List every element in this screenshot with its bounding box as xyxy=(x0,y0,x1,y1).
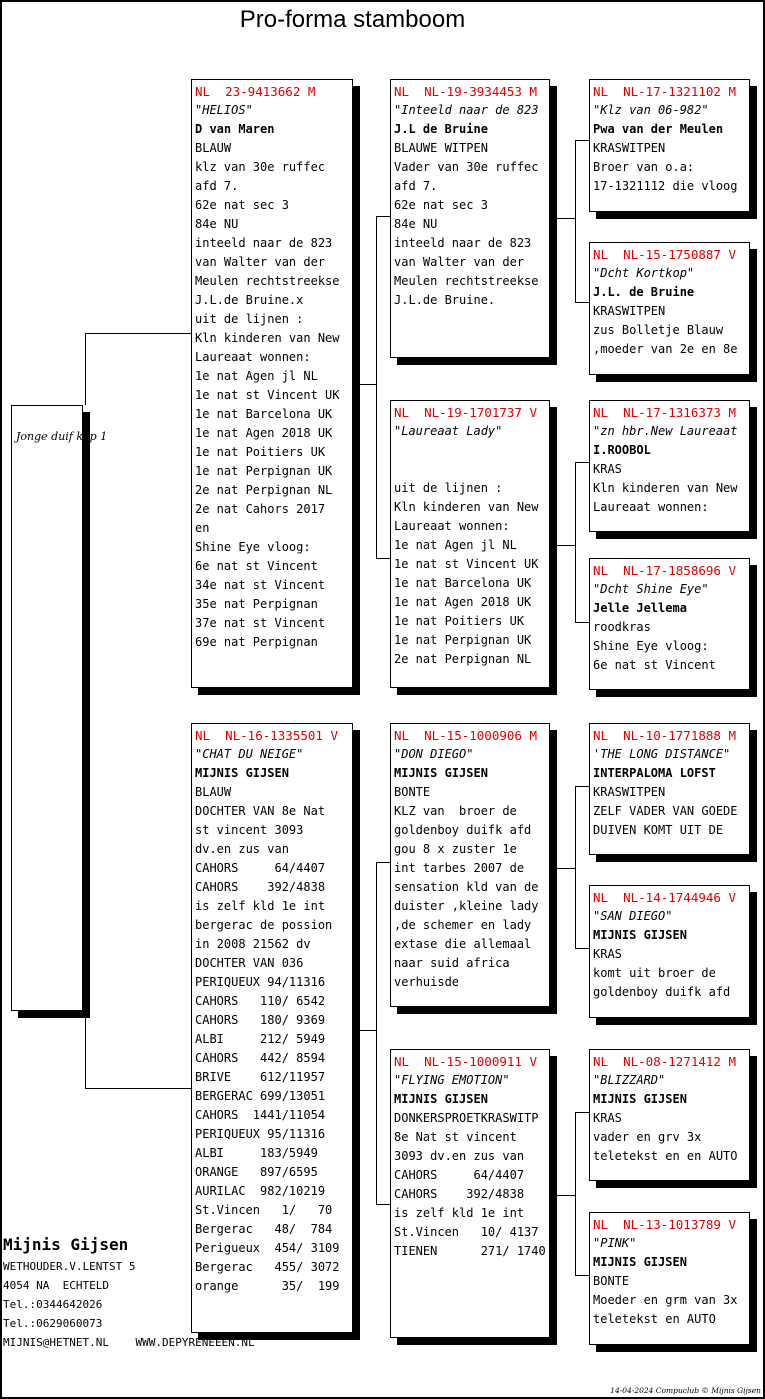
info-line: DOCHTER VAN 8e Nat xyxy=(195,804,326,818)
connector-line xyxy=(85,333,86,405)
info-line: van Walter van der xyxy=(195,255,326,269)
pigeon-name: "Inteeld naar de 823 xyxy=(394,103,539,117)
info-line: 1e nat Poitiers UK xyxy=(195,445,326,459)
info-line: 1e nat Agen 2018 UK xyxy=(195,426,333,440)
info-line: ALBI 212/ 5949 xyxy=(195,1032,326,1046)
info-line: DONKERSPROETKRASWITP xyxy=(394,1111,539,1125)
info-line: KRASWITPEN xyxy=(593,304,666,318)
info-line: ,moeder van 2e en 8e xyxy=(593,342,738,356)
info-line: 1e nat Perpignan UK xyxy=(195,464,333,478)
info-line: roodkras xyxy=(593,620,651,634)
info-line: CAHORS 180/ 9369 xyxy=(195,1013,326,1027)
pigeon-name: "DON DIEGO" xyxy=(394,747,474,761)
info-line: teletekst en en AUTO xyxy=(593,1149,738,1163)
info-line: gou 8 x zuster 1e xyxy=(394,842,517,856)
info-line: afd 7. xyxy=(195,179,239,193)
ring-number: NL NL-14-1744946 V xyxy=(593,890,736,905)
info-line: Laureaat wonnen: xyxy=(593,500,709,514)
pedigree-card-sire xyxy=(191,79,353,688)
info-line: duister ,kleine lady xyxy=(394,899,539,913)
info-line: in 2008 21562 dv xyxy=(195,937,311,951)
breeder-phone-2: Tel.:0629060073 xyxy=(3,1317,103,1330)
owner-name: Jelle Jellema xyxy=(593,601,687,615)
ring-number: NL NL-17-1316373 M xyxy=(593,405,736,420)
info-line: en xyxy=(195,521,210,535)
pigeon-name: 'THE LONG DISTANCE" xyxy=(593,747,731,761)
info-line: vader en grv 3x xyxy=(593,1130,702,1144)
info-line: ALBI 183/5949 xyxy=(195,1146,318,1160)
info-line: st vincent 3093 xyxy=(195,823,304,837)
print-stamp: 14-04-2024 Compuclub © Mijnis Gijsen xyxy=(610,1386,761,1395)
info-line: 2e nat Perpignan NL xyxy=(195,483,333,497)
info-line: goldenboy duifk afd xyxy=(593,985,731,999)
info-line: komt uit broer de xyxy=(593,966,716,980)
info-line: J.L.de Bruine. xyxy=(394,293,496,307)
info-line: PERIQUEUX 95/11316 xyxy=(195,1127,326,1141)
pigeon-name: "BLIZZARD" xyxy=(593,1073,666,1087)
info-line: KRASWITPEN xyxy=(593,785,666,799)
info-line: Broer van o.a: xyxy=(593,160,695,174)
ring-number: NL NL-19-1701737 V xyxy=(394,405,537,420)
ring-number: NL NL-16-1335501 V xyxy=(195,728,338,743)
info-line: 37e nat st Vincent xyxy=(195,616,326,630)
ring-number: NL NL-15-1000906 M xyxy=(394,728,537,743)
owner-name: D van Maren xyxy=(195,122,275,136)
connector-line xyxy=(85,333,191,334)
connector-line xyxy=(575,948,589,949)
info-line: CAHORS 442/ 8594 xyxy=(195,1051,326,1065)
info-line: is zelf kld 1e int xyxy=(195,899,326,913)
breeder-email[interactable]: MIJNIS@HETNET.NL xyxy=(3,1336,109,1349)
connector-line xyxy=(376,862,377,1204)
info-line: J.L.de Bruine.x xyxy=(195,293,304,307)
breeder-website[interactable]: WWW.DEPYRENEEEN.NL xyxy=(135,1336,255,1349)
info-line: CAHORS 64/4407 xyxy=(394,1168,525,1182)
info-line: 1e nat st Vincent UK xyxy=(394,557,539,571)
info-line: KRAS xyxy=(593,462,622,476)
info-line: BLAUWE WITPEN xyxy=(394,141,488,155)
info-line: 8e Nat st vincent xyxy=(394,1130,517,1144)
pedigree-card-sire-sire-dam xyxy=(589,242,750,375)
ring-number: NL NL-17-1321102 M xyxy=(593,84,736,99)
info-line: Kln kinderen van New xyxy=(394,500,539,514)
info-line: naar suid africa xyxy=(394,956,510,970)
pigeon-name: "FLYING EMOTION" xyxy=(394,1073,510,1087)
info-line: St.Vincen 10/ 4137 xyxy=(394,1225,539,1239)
breeder-phone-1: Tel.:0344642026 xyxy=(3,1298,103,1311)
info-line: 62e nat sec 3 xyxy=(394,198,488,212)
info-line: 17-1321112 die vloog xyxy=(593,179,738,193)
info-line: van Walter van der xyxy=(394,255,525,269)
page-title: Pro-forma stamboom xyxy=(239,6,466,33)
info-line: Moeder en grm van 3x xyxy=(593,1293,738,1307)
owner-name: I.ROOBOL xyxy=(593,443,651,457)
connector-line xyxy=(575,1112,589,1113)
connector-line xyxy=(575,140,589,141)
pigeon-name: "PINK" xyxy=(593,1236,637,1250)
owner-name: MIJNIS GIJSEN xyxy=(394,1092,488,1106)
info-line: 1e nat Barcelona UK xyxy=(195,407,333,421)
pigeon-name: "zn hbr.New Laureaat xyxy=(593,424,738,438)
info-line: Meulen rechtstreekse xyxy=(394,274,539,288)
info-line: DUIVEN KOMT UIT DE xyxy=(593,823,724,837)
info-line: 1e nat Agen jl NL xyxy=(394,538,517,552)
ring-number: NL NL-17-1858696 V xyxy=(593,563,736,578)
info-line: 84e NU xyxy=(195,217,239,231)
pigeon-name: "CHAT DU NEIGE" xyxy=(195,747,304,761)
info-line: inteeld naar de 823 xyxy=(195,236,333,250)
info-line: 6e nat st Vincent xyxy=(593,658,716,672)
pedigree-card-sire-dam xyxy=(390,400,550,688)
info-line: afd 7. xyxy=(394,179,438,193)
owner-name: MIJNIS GIJSEN xyxy=(593,1255,687,1269)
connector-line xyxy=(557,545,575,546)
info-line: verhuisde xyxy=(394,975,460,989)
connector-line xyxy=(557,1195,575,1196)
info-line: Bergerac 48/ 784 xyxy=(195,1222,333,1236)
breeder-contact xyxy=(3,1233,255,1352)
info-line: Vader van 30e ruffec xyxy=(394,160,539,174)
ring-number: NL NL-10-1771888 M xyxy=(593,728,736,743)
info-line: CAHORS 1441/11054 xyxy=(195,1108,326,1122)
info-line: KRAS xyxy=(593,947,622,961)
connector-line xyxy=(575,786,576,949)
info-line: 1e nat Poitiers UK xyxy=(394,614,525,628)
connector-line xyxy=(376,1204,390,1205)
info-line: KRAS xyxy=(593,1111,622,1125)
info-line: zus Bolletje Blauw xyxy=(593,323,724,337)
pedigree-card-sire-sire-sire xyxy=(589,79,750,212)
info-line: bergerac de possion xyxy=(195,918,333,932)
info-line: BERGERAC 699/13051 xyxy=(195,1089,326,1103)
owner-name: J.L de Bruine xyxy=(394,122,488,136)
info-line: 62e nat sec 3 xyxy=(195,198,289,212)
info-line: inteeld naar de 823 xyxy=(394,236,532,250)
owner-name: MIJNIS GIJSEN xyxy=(593,1092,687,1106)
owner-name: MIJNIS GIJSEN xyxy=(593,928,687,942)
pigeon-name: "SAN DIEGO" xyxy=(593,909,673,923)
ring-number: NL NL-15-1750887 V xyxy=(593,247,736,262)
info-line: extase die allemaal xyxy=(394,937,532,951)
connector-line xyxy=(557,218,575,219)
ring-number: NL NL-13-1013789 V xyxy=(593,1217,736,1232)
info-line: CAHORS 110/ 6542 xyxy=(195,994,326,1008)
pigeon-name: "HELIOS" xyxy=(195,103,253,117)
info-line: BRIVE 612/11957 xyxy=(195,1070,326,1084)
info-line xyxy=(394,460,546,479)
pigeon-name: "Laureaat Lady" xyxy=(394,424,503,438)
info-line: AURILAC 982/10219 xyxy=(195,1184,326,1198)
info-line: TIENEN 271/ 1740 xyxy=(394,1244,546,1258)
info-line: ORANGE 897/6595 xyxy=(195,1165,318,1179)
breeder-name: Mijnis Gijsen xyxy=(3,1235,129,1254)
ring-number: NL 23-9413662 M xyxy=(195,84,316,99)
info-line: BLAUW xyxy=(195,785,232,799)
info-line: Meulen rechtstreekse xyxy=(195,274,340,288)
connector-line xyxy=(360,384,376,385)
owner-name: MIJNIS GIJSEN xyxy=(394,766,488,780)
info-line: ZELF VADER VAN GOEDE xyxy=(593,804,738,818)
info-line: 84e NU xyxy=(394,217,438,231)
owner-name: MIJNIS GIJSEN xyxy=(195,766,289,780)
info-line: 1e nat Agen 2018 UK xyxy=(394,595,532,609)
info-line: 2e nat Perpignan NL xyxy=(394,652,532,666)
connector-line xyxy=(575,462,589,463)
info-line: 3093 dv.en zus van xyxy=(394,1149,525,1163)
connector-line xyxy=(575,302,589,303)
info-line: BLAUW xyxy=(195,141,232,155)
info-line: uit de lijnen : xyxy=(195,312,304,326)
info-line: Shine Eye vloog: xyxy=(195,540,311,554)
pedigree-card-dam-sire xyxy=(390,723,550,1007)
connector-line xyxy=(557,868,575,869)
info-line: PERIQUEUX 94/11316 xyxy=(195,975,326,989)
info-line: St.Vincen 1/ 70 xyxy=(195,1203,333,1217)
info-line: int tarbes 2007 de xyxy=(394,861,525,875)
ring-number: NL NL-15-1000911 V xyxy=(394,1054,537,1069)
info-line: CAHORS 64/4407 xyxy=(195,861,326,875)
info-line: 69e nat Perpignan xyxy=(195,635,318,649)
owner-name: J.L. de Bruine xyxy=(593,285,695,299)
info-line: Kln kinderen van New xyxy=(593,481,738,495)
ring-number: NL NL-08-1271412 M xyxy=(593,1054,736,1069)
connector-line xyxy=(360,1030,376,1031)
info-line: 1e nat st Vincent UK xyxy=(195,388,340,402)
pedigree-card-dam-dam xyxy=(390,1049,550,1338)
owner-name: INTERPALOMA LOFST xyxy=(593,766,716,780)
connector-line xyxy=(376,216,377,558)
connector-line xyxy=(575,622,589,623)
info-line: 34e nat st Vincent xyxy=(195,578,326,592)
connector-line xyxy=(575,1112,576,1275)
owner-name: Pwa van der Meulen xyxy=(593,122,724,136)
connector-line xyxy=(85,1088,191,1089)
pedigree-card-dam-sire-sire xyxy=(589,723,750,855)
info-line: klz van 30e ruffec xyxy=(195,160,326,174)
info-line: KLZ van broer de xyxy=(394,804,517,818)
info-line: teletekst en AUTO xyxy=(593,1312,716,1326)
pigeon-name: "Dcht Kortkop" xyxy=(593,266,695,280)
info-line: KRASWITPEN xyxy=(593,141,666,155)
info-line: 1e nat Barcelona UK xyxy=(394,576,532,590)
connector-line xyxy=(376,216,390,217)
subject-label: Jonge duif kop 1 xyxy=(16,430,108,443)
breeder-city: 4054 NA ECHTELD xyxy=(3,1279,109,1292)
owner-name xyxy=(394,441,546,460)
info-line: CAHORS 392/4838 xyxy=(394,1187,525,1201)
info-line: Perigueux 454/ 3109 xyxy=(195,1241,340,1255)
pedigree-card-sire-dam-sire xyxy=(589,400,750,532)
info-line: CAHORS 392/4838 xyxy=(195,880,326,894)
breeder-address: WETHOUDER.V.LENTST 5 xyxy=(3,1260,136,1273)
info-line: 6e nat st Vincent xyxy=(195,559,318,573)
info-line: Laureaat wonnen: xyxy=(394,519,510,533)
info-line: BONTE xyxy=(593,1274,630,1288)
ring-number: NL NL-19-3934453 M xyxy=(394,84,537,99)
connector-line xyxy=(575,140,576,303)
connector-line xyxy=(575,1275,589,1276)
info-line: 2e nat Cahors 2017 xyxy=(195,502,326,516)
info-line: Bergerac 455/ 3072 xyxy=(195,1260,340,1274)
info-line: Shine Eye vloog: xyxy=(593,639,709,653)
info-line: 1e nat Perpignan UK xyxy=(394,633,532,647)
connector-line xyxy=(575,786,589,787)
connector-line xyxy=(376,862,390,863)
connector-line xyxy=(575,462,576,622)
info-line: ,de schemer en lady xyxy=(394,918,532,932)
pedigree-card-sire-sire xyxy=(390,79,550,358)
info-line: orange 35/ 199 xyxy=(195,1279,340,1293)
info-line: BONTE xyxy=(394,785,431,799)
info-line: uit de lijnen : xyxy=(394,481,503,495)
info-line: Laureaat wonnen: xyxy=(195,350,311,364)
subject-box xyxy=(11,405,108,1011)
pedigree-card-dam-sire-dam xyxy=(589,885,750,1018)
info-line: goldenboy duifk afd xyxy=(394,823,532,837)
pedigree-card-sire-dam-dam xyxy=(589,558,750,690)
pigeon-name: "Dcht Shine Eye" xyxy=(593,582,709,596)
info-line: sensation kld van de xyxy=(394,880,539,894)
pedigree-card-dam-dam-dam xyxy=(589,1212,750,1345)
info-line: DOCHTER VAN 036 xyxy=(195,956,304,970)
pedigree-card-dam-dam-sire xyxy=(589,1049,750,1181)
connector-line xyxy=(376,558,390,559)
breeder-web-line xyxy=(3,1333,255,1352)
pigeon-name: "Klz van 06-982" xyxy=(593,103,709,117)
info-line: Kln kinderen van New xyxy=(195,331,340,345)
info-line: 35e nat Perpignan xyxy=(195,597,318,611)
connector-line xyxy=(85,1018,86,1088)
info-line: 1e nat Agen jl NL xyxy=(195,369,318,383)
info-line: dv.en zus van xyxy=(195,842,289,856)
info-line: is zelf kld 1e int xyxy=(394,1206,525,1220)
